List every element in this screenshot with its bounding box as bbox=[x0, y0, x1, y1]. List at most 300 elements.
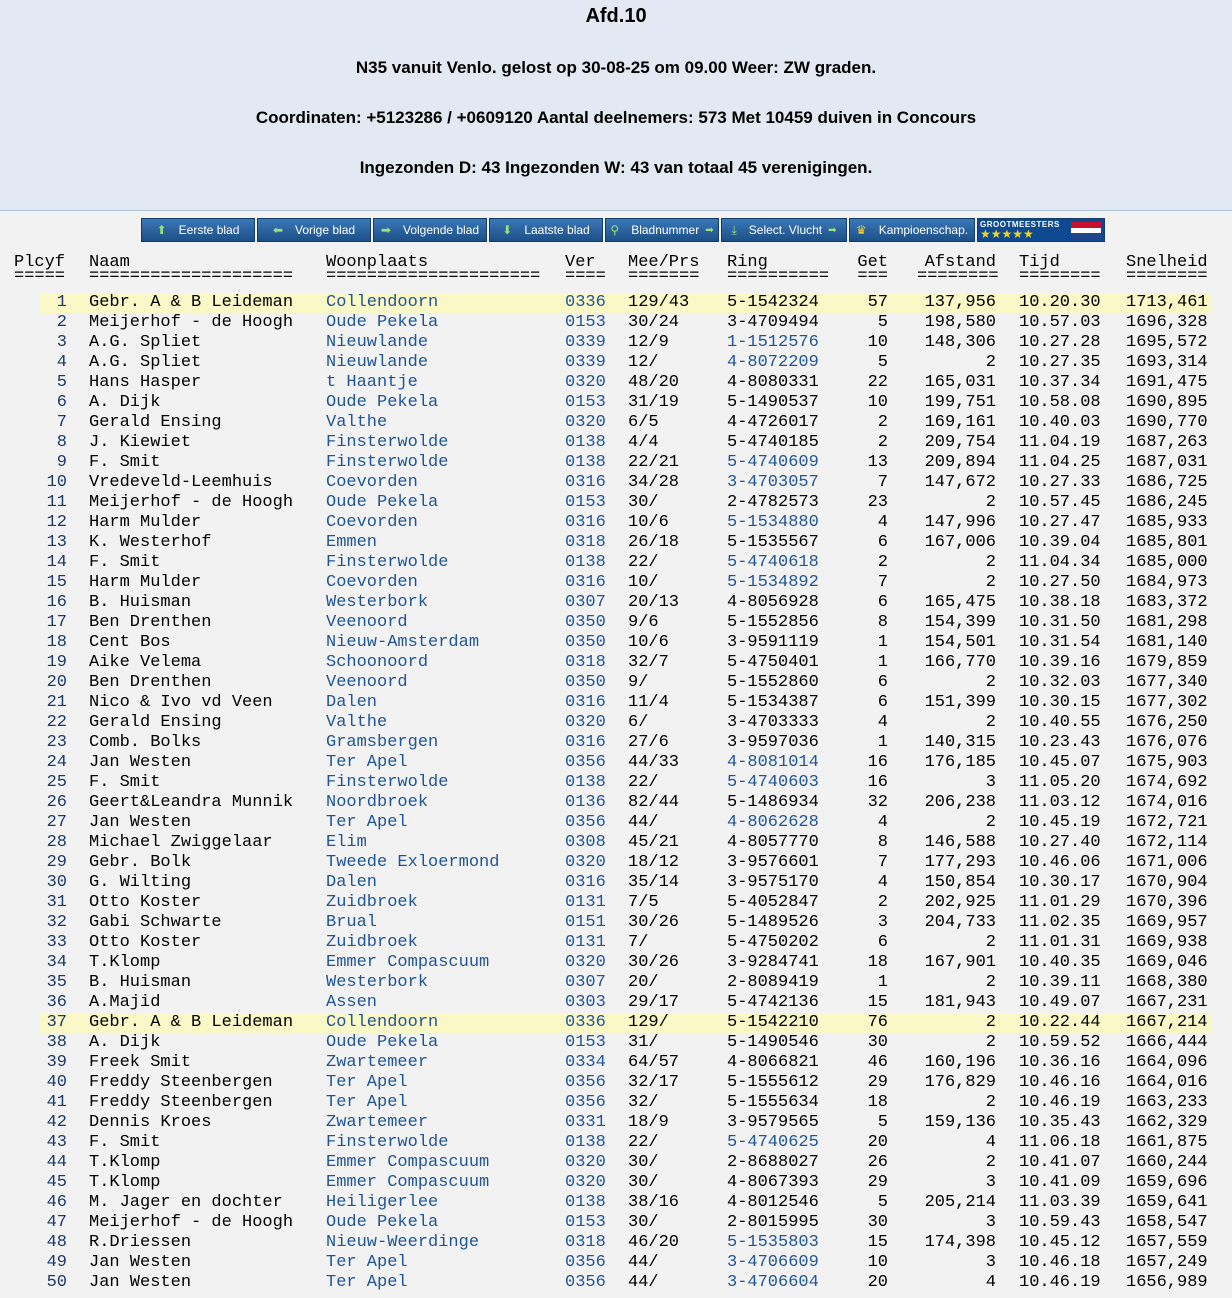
club-cell[interactable]: 0336 bbox=[565, 1013, 606, 1032]
club-cell[interactable]: 0138 bbox=[565, 453, 606, 472]
place-cell[interactable]: Collendoorn bbox=[326, 1013, 439, 1032]
place-cell[interactable]: Oude Pekela bbox=[326, 313, 439, 332]
time-cell: 10.27.28 bbox=[1019, 333, 1101, 352]
ring-cell: 4-8067393 bbox=[727, 1173, 819, 1192]
name-cell: Geert&Leandra Munnik bbox=[89, 793, 294, 812]
club-cell[interactable]: 0320 bbox=[565, 1153, 606, 1172]
place-cell[interactable]: Dalen bbox=[326, 873, 378, 892]
entries-cell: 44/ bbox=[628, 813, 659, 832]
speed-cell: 1713,461 bbox=[1126, 293, 1208, 312]
get-cell: 30 bbox=[867, 1033, 888, 1052]
time-cell: 10.35.43 bbox=[1019, 1113, 1101, 1132]
club-cell[interactable]: 0356 bbox=[565, 1253, 606, 1272]
table-row bbox=[0, 713, 1232, 733]
crown-icon: ♛ bbox=[855, 223, 867, 237]
entries-cell: 27/6 bbox=[628, 733, 669, 752]
place-cell[interactable]: Gramsbergen bbox=[326, 733, 439, 752]
arrow-left-icon: ⬅ bbox=[272, 223, 283, 237]
entries-cell: 31/ bbox=[628, 1033, 659, 1052]
name-cell: F. Smit bbox=[89, 773, 161, 792]
club-cell[interactable]: 0153 bbox=[565, 313, 606, 332]
ring-cell[interactable]: 3-4706609 bbox=[727, 1253, 819, 1272]
rank-cell: 10 bbox=[46, 473, 67, 492]
distance-cell: 2 bbox=[985, 1153, 996, 1172]
rank-cell: 30 bbox=[46, 873, 67, 892]
speed-cell: 1664,016 bbox=[1126, 1073, 1208, 1092]
ring-cell: 3-9597036 bbox=[727, 733, 819, 752]
ring-cell[interactable]: 5-4740603 bbox=[727, 773, 819, 792]
place-cell[interactable]: Coevorden bbox=[326, 473, 418, 492]
distance-cell: 176,829 bbox=[924, 1073, 996, 1092]
club-cell[interactable]: 0350 bbox=[565, 673, 606, 692]
place-cell[interactable]: Schoonoord bbox=[326, 653, 429, 672]
name-cell: Jan Westen bbox=[89, 753, 192, 772]
rank-cell: 18 bbox=[46, 633, 67, 652]
place-cell[interactable]: Ter Apel bbox=[326, 753, 408, 772]
time-cell: 11.01.29 bbox=[1019, 893, 1101, 912]
club-cell[interactable]: 0307 bbox=[565, 593, 606, 612]
rank-cell: 12 bbox=[46, 513, 67, 532]
place-cell[interactable]: Emmer Compascuum bbox=[326, 1173, 490, 1192]
entries-cell: 30/ bbox=[628, 1213, 659, 1232]
time-cell: 10.23.43 bbox=[1019, 733, 1101, 752]
name-cell: T.Klomp bbox=[89, 953, 161, 972]
ring-cell[interactable]: 3-4706604 bbox=[727, 1273, 819, 1292]
speed-cell: 1681,140 bbox=[1126, 633, 1208, 652]
speed-cell: 1679,859 bbox=[1126, 653, 1208, 672]
get-cell: 16 bbox=[867, 753, 888, 772]
place-cell[interactable]: Heiligerlee bbox=[326, 1193, 439, 1212]
select-flight-button[interactable]: ⤓ Select. Vlucht ➡ bbox=[721, 218, 847, 242]
club-cell[interactable]: 0320 bbox=[565, 853, 606, 872]
club-cell[interactable]: 0316 bbox=[565, 573, 606, 592]
championship-button[interactable]: ♛ Kampioenschap. bbox=[849, 218, 975, 242]
entries-cell: 7/ bbox=[628, 933, 649, 952]
ring-cell: 2-4782573 bbox=[727, 493, 819, 512]
ring-cell[interactable]: 5-1534880 bbox=[727, 513, 819, 532]
rank-cell: 15 bbox=[46, 573, 67, 592]
club-cell[interactable]: 0131 bbox=[565, 933, 606, 952]
entries-cell: 48/20 bbox=[628, 373, 680, 392]
place-cell[interactable]: Oude Pekela bbox=[326, 493, 439, 512]
entries-cell: 38/16 bbox=[628, 1193, 680, 1212]
table-row bbox=[0, 553, 1232, 573]
header-underline: ===================== bbox=[326, 267, 541, 286]
club-cell[interactable]: 0320 bbox=[565, 1173, 606, 1192]
club-cell[interactable]: 0138 bbox=[565, 1133, 606, 1152]
distance-cell: 167,901 bbox=[924, 953, 996, 972]
place-cell[interactable]: Collendoorn bbox=[326, 293, 439, 312]
place-cell[interactable]: Dalen bbox=[326, 693, 378, 712]
club-cell[interactable]: 0334 bbox=[565, 1053, 606, 1072]
distance-cell: 154,501 bbox=[924, 633, 996, 652]
speed-cell: 1695,572 bbox=[1126, 333, 1208, 352]
ring-cell: 4-4726017 bbox=[727, 413, 819, 432]
table-row bbox=[0, 913, 1232, 933]
entries-cell: 4/4 bbox=[628, 433, 659, 452]
flight-info: N35 vanuit Venlo. gelost op 30-08-25 om 09.00 Weer: ZW graden. bbox=[355, 58, 877, 77]
name-cell: Gebr. Bolk bbox=[89, 853, 192, 872]
column-header-tijd: Tijd bbox=[1019, 253, 1060, 272]
place-cell[interactable]: Emmer Compascuum bbox=[326, 1153, 490, 1172]
entries-cell: 32/ bbox=[628, 1093, 659, 1112]
distance-cell: 140,315 bbox=[924, 733, 996, 752]
speed-cell: 1676,076 bbox=[1126, 733, 1208, 752]
place-cell[interactable]: Assen bbox=[326, 993, 378, 1012]
speed-cell: 1691,475 bbox=[1126, 373, 1208, 392]
time-cell: 10.45.07 bbox=[1019, 753, 1101, 772]
name-cell: Cent Bos bbox=[89, 633, 171, 652]
ring-cell: 5-1490537 bbox=[727, 393, 819, 412]
get-cell: 1 bbox=[877, 653, 888, 672]
ring-cell[interactable]: 5-4740618 bbox=[727, 553, 819, 572]
place-cell[interactable]: Elim bbox=[326, 833, 367, 852]
speed-cell: 1690,770 bbox=[1126, 413, 1208, 432]
table-row bbox=[0, 833, 1232, 853]
place-cell[interactable]: Valthe bbox=[326, 413, 388, 432]
get-cell: 6 bbox=[877, 593, 888, 612]
ring-cell[interactable]: 4-8062628 bbox=[727, 813, 819, 832]
time-cell: 10.46.06 bbox=[1019, 853, 1101, 872]
place-cell[interactable]: Finsterwolde bbox=[326, 433, 449, 452]
time-cell: 10.30.15 bbox=[1019, 693, 1101, 712]
get-cell: 20 bbox=[867, 1273, 888, 1292]
club-cell[interactable]: 0308 bbox=[565, 833, 606, 852]
rank-cell: 6 bbox=[56, 393, 67, 412]
club-cell[interactable]: 0356 bbox=[565, 1273, 606, 1292]
header-underline: === bbox=[857, 267, 888, 286]
distance-cell: 3 bbox=[985, 773, 996, 792]
speed-cell: 1666,444 bbox=[1126, 1033, 1208, 1052]
table-row bbox=[0, 493, 1232, 513]
place-cell[interactable]: Noordbroek bbox=[326, 793, 429, 812]
ring-cell[interactable]: 5-1535803 bbox=[727, 1233, 819, 1252]
rank-cell: 39 bbox=[46, 1053, 67, 1072]
club-cell[interactable]: 0316 bbox=[565, 473, 606, 492]
rank-cell: 16 bbox=[46, 593, 67, 612]
place-cell[interactable]: Valthe bbox=[326, 713, 388, 732]
table-row bbox=[0, 1053, 1232, 1073]
get-cell: 18 bbox=[867, 953, 888, 972]
name-cell: Gabi Schwarte bbox=[89, 913, 222, 932]
speed-cell: 1672,114 bbox=[1126, 833, 1208, 852]
page-number-button[interactable]: ⚲ Bladnummer ➡ bbox=[605, 218, 719, 242]
get-cell: 18 bbox=[867, 1093, 888, 1112]
name-cell: Otto Koster bbox=[89, 893, 202, 912]
place-cell[interactable]: Veenoord bbox=[326, 673, 408, 692]
ring-cell: 5-4740185 bbox=[727, 433, 819, 452]
distance-cell: 147,996 bbox=[924, 513, 996, 532]
club-cell[interactable]: 0153 bbox=[565, 493, 606, 512]
name-cell: R.Driessen bbox=[89, 1233, 192, 1252]
time-cell: 11.03.39 bbox=[1019, 1193, 1101, 1212]
place-cell[interactable]: Oude Pekela bbox=[326, 393, 439, 412]
place-cell[interactable]: Emmen bbox=[326, 533, 378, 552]
time-cell: 10.46.16 bbox=[1019, 1073, 1101, 1092]
rank-cell: 49 bbox=[46, 1253, 67, 1272]
place-cell[interactable]: Tweede Exloermond bbox=[326, 853, 500, 872]
distance-cell: 198,580 bbox=[924, 313, 996, 332]
place-cell[interactable]: Zuidbroek bbox=[326, 933, 418, 952]
club-cell[interactable]: 0318 bbox=[565, 1233, 606, 1252]
place-cell[interactable]: t Haantje bbox=[326, 373, 418, 392]
arrow-right-small-icon: ➡ bbox=[705, 224, 714, 236]
distance-cell: 206,238 bbox=[924, 793, 996, 812]
club-cell[interactable]: 0153 bbox=[565, 1033, 606, 1052]
distance-cell: 2 bbox=[985, 353, 996, 372]
place-cell[interactable]: Coevorden bbox=[326, 513, 418, 532]
place-cell[interactable]: Finsterwolde bbox=[326, 1133, 449, 1152]
ring-cell: 4-8012546 bbox=[727, 1193, 819, 1212]
rank-cell: 33 bbox=[46, 933, 67, 952]
name-cell: A.G. Spliet bbox=[89, 333, 202, 352]
club-cell[interactable]: 0153 bbox=[565, 1213, 606, 1232]
place-cell[interactable]: Zwartemeer bbox=[326, 1113, 429, 1132]
club-cell[interactable]: 0350 bbox=[565, 613, 606, 632]
entries-cell: 9/ bbox=[628, 673, 649, 692]
club-cell[interactable]: 0316 bbox=[565, 513, 606, 532]
time-cell: 10.46.18 bbox=[1019, 1253, 1101, 1272]
speed-cell: 1685,000 bbox=[1126, 553, 1208, 572]
next-page-button[interactable]: ➡ Volgende blad bbox=[373, 218, 487, 242]
ring-cell[interactable]: 4-8081014 bbox=[727, 753, 819, 772]
distance-cell: 151,399 bbox=[924, 693, 996, 712]
page-title: Afd.10 bbox=[585, 5, 647, 27]
entries-cell: 6/5 bbox=[628, 413, 659, 432]
speed-cell: 1657,559 bbox=[1126, 1233, 1208, 1252]
club-cell[interactable]: 0131 bbox=[565, 893, 606, 912]
get-cell: 32 bbox=[867, 793, 888, 812]
club-cell[interactable]: 0318 bbox=[565, 653, 606, 672]
club-cell[interactable]: 0316 bbox=[565, 733, 606, 752]
club-cell[interactable]: 0316 bbox=[565, 873, 606, 892]
rank-cell: 25 bbox=[46, 773, 67, 792]
ring-cell: 5-1542324 bbox=[727, 293, 819, 312]
table-row bbox=[0, 353, 1232, 373]
header-underline: ======= bbox=[628, 267, 700, 286]
time-cell: 10.40.35 bbox=[1019, 953, 1101, 972]
place-cell[interactable]: Zuidbroek bbox=[326, 893, 418, 912]
place-cell[interactable]: Coevorden bbox=[326, 573, 418, 592]
name-cell: Ben Drenthen bbox=[89, 613, 212, 632]
ring-cell: 5-1535567 bbox=[727, 533, 819, 552]
club-cell[interactable]: 0320 bbox=[565, 413, 606, 432]
place-cell[interactable]: Nieuw-Weerdinge bbox=[326, 1233, 480, 1252]
table-row bbox=[0, 1273, 1232, 1293]
time-cell: 10.22.44 bbox=[1019, 1013, 1101, 1032]
name-cell: G. Wilting bbox=[89, 873, 192, 892]
speed-cell: 1676,250 bbox=[1126, 713, 1208, 732]
place-cell[interactable]: Ter Apel bbox=[326, 1253, 408, 1272]
name-cell: Nico & Ivo vd Veen bbox=[89, 693, 273, 712]
club-cell[interactable]: 0331 bbox=[565, 1113, 606, 1132]
table-row bbox=[0, 813, 1232, 833]
distance-cell: 4 bbox=[985, 1273, 996, 1292]
distance-cell: 3 bbox=[985, 1173, 996, 1192]
club-cell[interactable]: 0303 bbox=[565, 993, 606, 1012]
place-cell[interactable]: Emmer Compascuum bbox=[326, 953, 490, 972]
club-cell[interactable]: 0320 bbox=[565, 953, 606, 972]
table-row bbox=[0, 753, 1232, 773]
rank-cell: 41 bbox=[46, 1093, 67, 1112]
table-row bbox=[0, 1213, 1232, 1233]
distance-cell: 169,161 bbox=[924, 413, 996, 432]
rank-cell: 4 bbox=[56, 353, 67, 372]
get-cell: 4 bbox=[877, 713, 888, 732]
time-cell: 10.57.03 bbox=[1019, 313, 1101, 332]
ring-cell: 4-8057770 bbox=[727, 833, 819, 852]
get-cell: 4 bbox=[877, 813, 888, 832]
speed-cell: 1664,096 bbox=[1126, 1053, 1208, 1072]
club-cell[interactable]: 0316 bbox=[565, 693, 606, 712]
club-cell[interactable]: 0151 bbox=[565, 913, 606, 932]
name-cell: J. Kiewiet bbox=[89, 433, 192, 452]
table-row bbox=[40, 1013, 1212, 1033]
ring-cell: 4-8056928 bbox=[727, 593, 819, 612]
name-cell: Vredeveld-Leemhuis bbox=[89, 473, 273, 492]
entries-cell: 12/ bbox=[628, 353, 659, 372]
table-row bbox=[0, 1093, 1232, 1113]
ring-cell: 5-1555612 bbox=[727, 1073, 819, 1092]
club-cell[interactable]: 0339 bbox=[565, 353, 606, 372]
get-cell: 30 bbox=[867, 1213, 888, 1232]
time-cell: 11.05.20 bbox=[1019, 773, 1101, 792]
place-cell[interactable]: Nieuwlande bbox=[326, 353, 429, 372]
entries-cell: 12/9 bbox=[628, 333, 669, 352]
ring-cell[interactable]: 3-4703057 bbox=[727, 473, 819, 492]
speed-cell: 1686,245 bbox=[1126, 493, 1208, 512]
ring-cell: 5-1542210 bbox=[727, 1013, 819, 1032]
search-icon: ⚲ bbox=[610, 223, 620, 237]
club-cell[interactable]: 0356 bbox=[565, 1073, 606, 1092]
place-cell[interactable]: Oude Pekela bbox=[326, 1213, 439, 1232]
get-cell: 6 bbox=[877, 693, 888, 712]
get-cell: 1 bbox=[877, 973, 888, 992]
previous-page-button[interactable]: ⬅ Vorige blad bbox=[257, 218, 371, 242]
arrow-right-small-icon: ➡ bbox=[828, 224, 837, 236]
table-row bbox=[0, 773, 1232, 793]
get-cell: 5 bbox=[877, 1113, 888, 1132]
place-cell[interactable]: Ter Apel bbox=[326, 1273, 408, 1292]
time-cell: 11.04.34 bbox=[1019, 553, 1101, 572]
table-row bbox=[0, 673, 1232, 693]
club-cell[interactable]: 0320 bbox=[565, 373, 606, 392]
place-cell[interactable]: Westerbork bbox=[326, 973, 429, 992]
name-cell: Michael Zwiggelaar bbox=[89, 833, 273, 852]
rank-cell: 28 bbox=[46, 833, 67, 852]
club-cell[interactable]: 0336 bbox=[565, 293, 606, 312]
get-cell: 20 bbox=[867, 1133, 888, 1152]
club-cell[interactable]: 0138 bbox=[565, 1193, 606, 1212]
ring-cell: 3-9579565 bbox=[727, 1113, 819, 1132]
entries-cell: 22/ bbox=[628, 1133, 659, 1152]
club-cell[interactable]: 0356 bbox=[565, 753, 606, 772]
place-cell[interactable]: Finsterwolde bbox=[326, 453, 449, 472]
get-cell: 3 bbox=[877, 913, 888, 932]
place-cell[interactable]: Ter Apel bbox=[326, 813, 408, 832]
table-row bbox=[0, 973, 1232, 993]
name-cell: Dennis Kroes bbox=[89, 1113, 212, 1132]
club-cell[interactable]: 0339 bbox=[565, 333, 606, 352]
club-cell[interactable]: 0318 bbox=[565, 533, 606, 552]
table-row bbox=[0, 613, 1232, 633]
place-cell[interactable]: Nieuwlande bbox=[326, 333, 429, 352]
ring-cell[interactable]: 5-1534892 bbox=[727, 573, 819, 592]
club-cell[interactable]: 0307 bbox=[565, 973, 606, 992]
last-page-button[interactable]: ⬇ Laatste blad bbox=[489, 218, 603, 242]
place-cell[interactable]: Ter Apel bbox=[326, 1093, 408, 1112]
place-cell[interactable]: Nieuw-Amsterdam bbox=[326, 633, 480, 652]
first-page-button[interactable]: ⬆ Eerste blad bbox=[141, 218, 255, 242]
table-row bbox=[0, 933, 1232, 953]
speed-cell: 1685,933 bbox=[1126, 513, 1208, 532]
time-cell: 10.46.19 bbox=[1019, 1093, 1101, 1112]
entries-cell: 18/9 bbox=[628, 1113, 669, 1132]
table-row bbox=[0, 373, 1232, 393]
page-header bbox=[0, 0, 1232, 211]
club-cell[interactable]: 0356 bbox=[565, 813, 606, 832]
ring-cell[interactable]: 5-4740625 bbox=[727, 1133, 819, 1152]
time-cell: 10.38.18 bbox=[1019, 593, 1101, 612]
place-cell[interactable]: Brual bbox=[326, 913, 378, 932]
entries-cell: 44/ bbox=[628, 1273, 659, 1292]
rank-cell: 37 bbox=[46, 1013, 67, 1032]
name-cell: B. Huisman bbox=[89, 973, 192, 992]
club-cell[interactable]: 0138 bbox=[565, 773, 606, 792]
club-cell[interactable]: 0136 bbox=[565, 793, 606, 812]
time-cell: 10.59.52 bbox=[1019, 1033, 1101, 1052]
distance-cell: 2 bbox=[985, 933, 996, 952]
place-cell[interactable]: Finsterwolde bbox=[326, 553, 449, 572]
ring-cell[interactable]: 4-8072209 bbox=[727, 353, 819, 372]
place-cell[interactable]: Westerbork bbox=[326, 593, 429, 612]
place-cell[interactable]: Oude Pekela bbox=[326, 1033, 439, 1052]
speed-cell: 1663,233 bbox=[1126, 1093, 1208, 1112]
club-cell[interactable]: 0153 bbox=[565, 393, 606, 412]
time-cell: 10.27.40 bbox=[1019, 833, 1101, 852]
get-cell: 5 bbox=[877, 353, 888, 372]
get-cell: 10 bbox=[867, 393, 888, 412]
club-cell[interactable]: 0320 bbox=[565, 713, 606, 732]
speed-cell: 1658,547 bbox=[1126, 1213, 1208, 1232]
time-cell: 10.31.54 bbox=[1019, 633, 1101, 652]
club-cell[interactable]: 0138 bbox=[565, 433, 606, 452]
entries-cell: 9/6 bbox=[628, 613, 659, 632]
distance-cell: 174,398 bbox=[924, 1233, 996, 1252]
ring-cell: 2-8015995 bbox=[727, 1213, 819, 1232]
table-row bbox=[0, 1233, 1232, 1253]
grootmeesters-badge[interactable] bbox=[977, 218, 1105, 242]
table-row bbox=[0, 693, 1232, 713]
ring-cell[interactable]: 5-4740609 bbox=[727, 453, 819, 472]
entries-cell: 30/24 bbox=[628, 313, 680, 332]
place-cell[interactable]: Ter Apel bbox=[326, 1073, 408, 1092]
rank-cell: 47 bbox=[46, 1213, 67, 1232]
club-cell[interactable]: 0350 bbox=[565, 633, 606, 652]
name-cell: Harm Mulder bbox=[89, 513, 202, 532]
club-cell[interactable]: 0138 bbox=[565, 553, 606, 572]
name-cell: Jan Westen bbox=[89, 1273, 192, 1292]
name-cell: Otto Koster bbox=[89, 933, 202, 952]
entries-cell: 129/ bbox=[628, 1013, 669, 1032]
column-header-get: Get bbox=[857, 253, 888, 272]
place-cell[interactable]: Zwartemeer bbox=[326, 1053, 429, 1072]
club-cell[interactable]: 0356 bbox=[565, 1093, 606, 1112]
place-cell[interactable]: Veenoord bbox=[326, 613, 408, 632]
star-icons: ★★★★★ bbox=[980, 227, 1034, 241]
ring-cell[interactable]: 1-1512576 bbox=[727, 333, 819, 352]
place-cell[interactable]: Finsterwolde bbox=[326, 773, 449, 792]
